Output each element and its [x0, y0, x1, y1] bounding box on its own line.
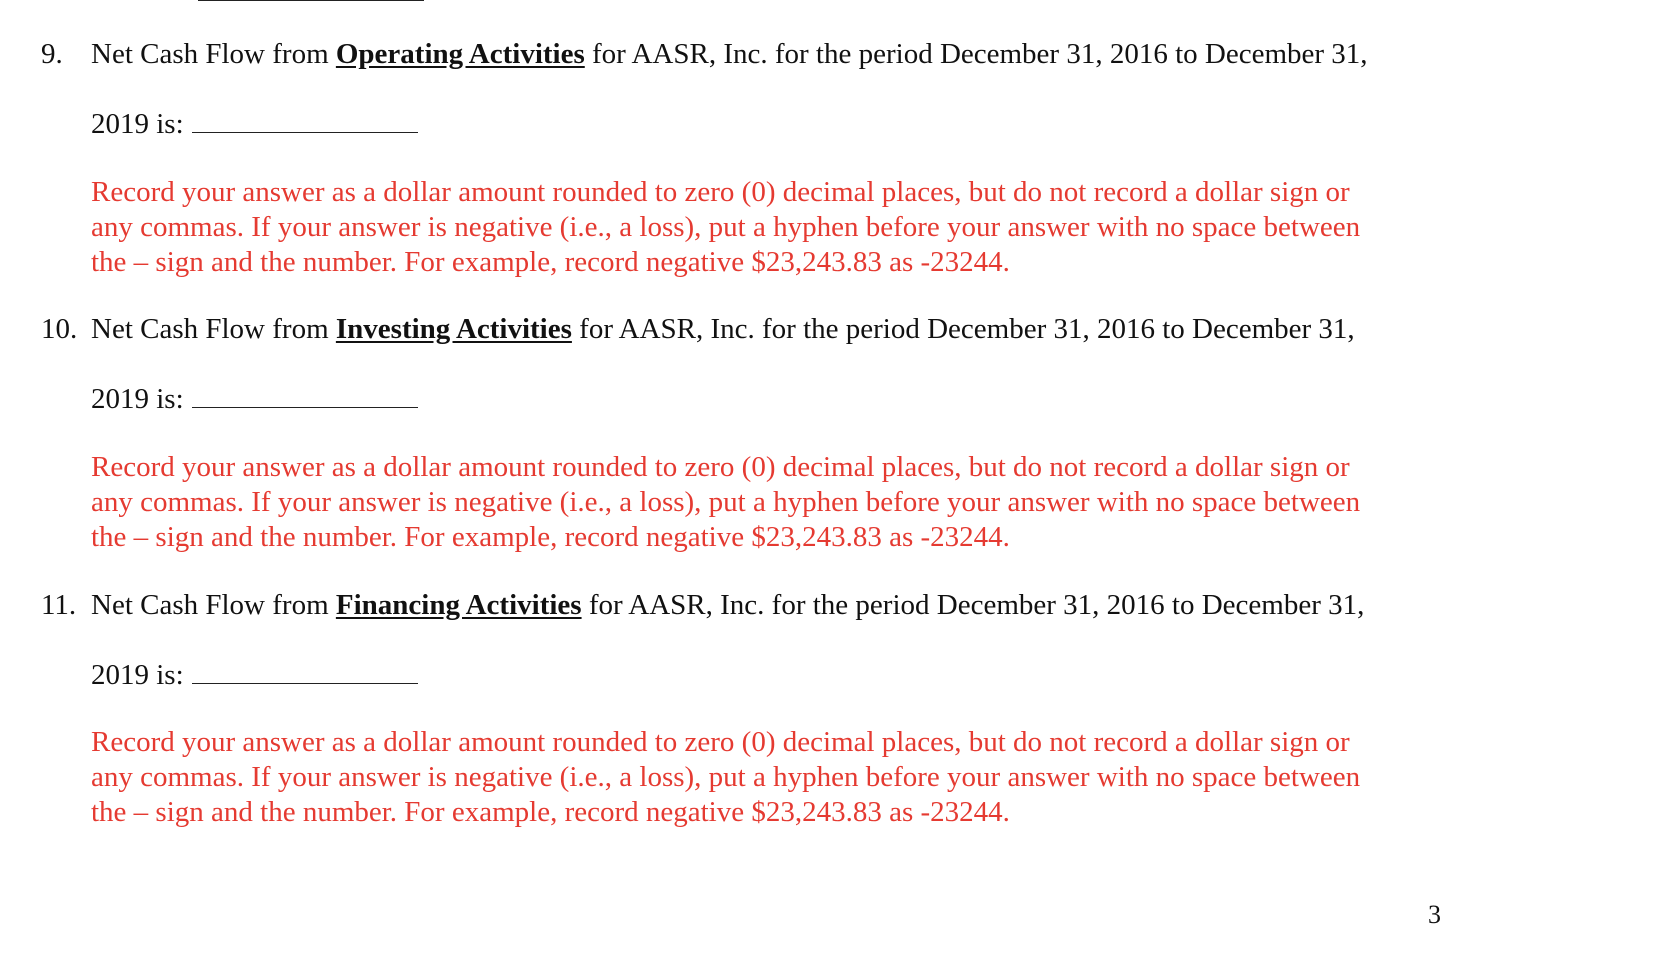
- answer-blank[interactable]: [192, 659, 418, 684]
- answer-label: 2019 is:: [91, 659, 184, 691]
- activity-name: Financing Activities: [335, 589, 582, 621]
- instruction-line: any commas. If your answer is negative (i.e., a loss), put a hyphen before your answer with no space between: [91, 761, 1361, 793]
- instruction-line: the – sign and the number. For example, record negative $23,243.83 as -23244.: [91, 246, 1010, 278]
- instruction-line: Record your answer as a dollar amount rounded to zero (0) decimal places, but do not record a dollar sign or: [91, 451, 1350, 483]
- answer-blank[interactable]: [192, 108, 418, 133]
- instruction-line: any commas. If your answer is negative (i.e., a loss), put a hyphen before your answer with no space between: [91, 211, 1361, 243]
- answer-instruction: [91, 175, 1471, 280]
- question-prefix: Net Cash Flow from: [91, 313, 336, 345]
- instruction-line: Record your answer as a dollar amount rounded to zero (0) decimal places, but do not record a dollar sign or: [91, 726, 1350, 758]
- question-text: [91, 588, 1364, 622]
- instruction-line: any commas. If your answer is negative (i.e., a loss), put a hyphen before your answer with no space between: [91, 486, 1361, 518]
- activity-name: Investing Activities: [335, 313, 572, 345]
- answer-blank[interactable]: [192, 383, 418, 408]
- question-number: 11.: [41, 589, 77, 621]
- activity-name: Operating Activities: [335, 38, 585, 70]
- question-number: 10.: [41, 313, 78, 345]
- previous-answer-line: [198, 0, 424, 1]
- page-number: 3: [1428, 900, 1441, 929]
- question-number: 9.: [41, 38, 63, 70]
- answer-instruction: [91, 725, 1471, 830]
- answer-row: [91, 658, 418, 692]
- instruction-line: the – sign and the number. For example, record negative $23,243.83 as -23244.: [91, 796, 1010, 828]
- question-suffix: for AASR, Inc. for the period December 31, 2016 to December 31,: [584, 38, 1368, 70]
- question-text: [91, 312, 1355, 346]
- question-prefix: Net Cash Flow from: [91, 38, 336, 70]
- answer-row: [91, 107, 418, 141]
- answer-row: [91, 382, 418, 416]
- question-text: [91, 37, 1368, 71]
- question-prefix: Net Cash Flow from: [91, 589, 336, 621]
- instruction-line: the – sign and the number. For example, record negative $23,243.83 as -23244.: [91, 521, 1010, 553]
- answer-label: 2019 is:: [91, 108, 184, 140]
- instruction-line: Record your answer as a dollar amount rounded to zero (0) decimal places, but do not record a dollar sign or: [91, 176, 1350, 208]
- answer-label: 2019 is:: [91, 383, 184, 415]
- answer-instruction: [91, 450, 1471, 555]
- question-suffix: for AASR, Inc. for the period December 31, 2016 to December 31,: [581, 589, 1365, 621]
- question-suffix: for AASR, Inc. for the period December 31, 2016 to December 31,: [571, 313, 1355, 345]
